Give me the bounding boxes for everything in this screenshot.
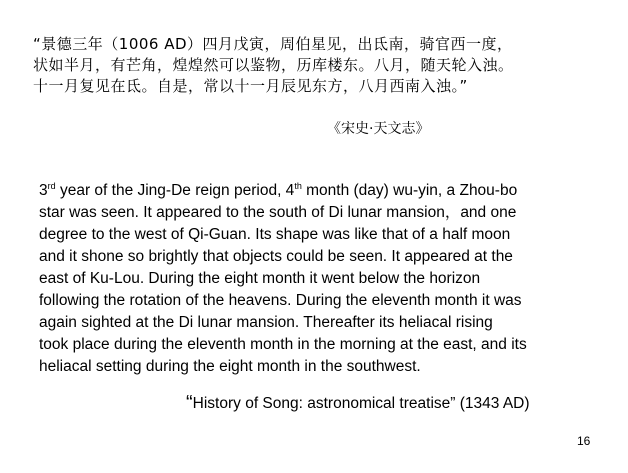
english-translation-line: star was seen. It appeared to the south of Di lunar mansion，and one [39,204,517,221]
ordinal-suffix: rd [47,180,56,191]
ordinal-number: 3 [39,182,48,199]
english-source-text: History of Song: astronomical treatise” (1343 AD) [192,395,530,412]
english-translation-line: east of Ku-Lou. During the eight month it went below the horizon [39,270,481,287]
english-translation-line [39,180,599,202]
chinese-quote [33,34,613,97]
chinese-quote-line: 十一月复见在氐。自是，常以十一月辰见东方，八月西南入浊。” [33,77,468,95]
english-translation-line: following the rotation of the heavens. During the eleventh month it was [39,292,522,309]
english-translation-line: took place during the eleventh month in the morning at the east, and its [39,336,527,353]
english-translation-line: and it shone so brightly that objects could be seen. It appeared at the [39,248,513,265]
translation-text: month (day) wu-yin, a Zhou-bo [301,182,518,199]
chinese-source-citation: 《宋史·天文志》 [327,121,430,137]
ordinal-suffix: th [294,180,302,191]
english-translation [39,180,599,378]
chinese-quote-line: “景德三年（1006 AD）四月戊寅，周伯星见，出氐南，骑官西一度， [33,35,513,53]
translation-text: year of the Jing-De reign period, 4 [55,182,295,199]
chinese-quote-line: 状如半月，有芒角，煌煌然可以鉴物，历库楼东。八月，随天轮入浊。 [33,56,514,74]
english-translation-line: heliacal setting during the eight month in the southwest. [39,358,421,375]
open-quote-mark: “ [186,392,193,414]
page-number: 16 [577,434,591,448]
english-translation-line: degree to the west of Qi-Guan. Its shape was like that of a half moon [39,226,511,243]
english-translation-line: again sighted at the Di lunar mansion. Thereafter its heliacal rising [39,314,493,331]
english-source-citation [186,392,530,415]
